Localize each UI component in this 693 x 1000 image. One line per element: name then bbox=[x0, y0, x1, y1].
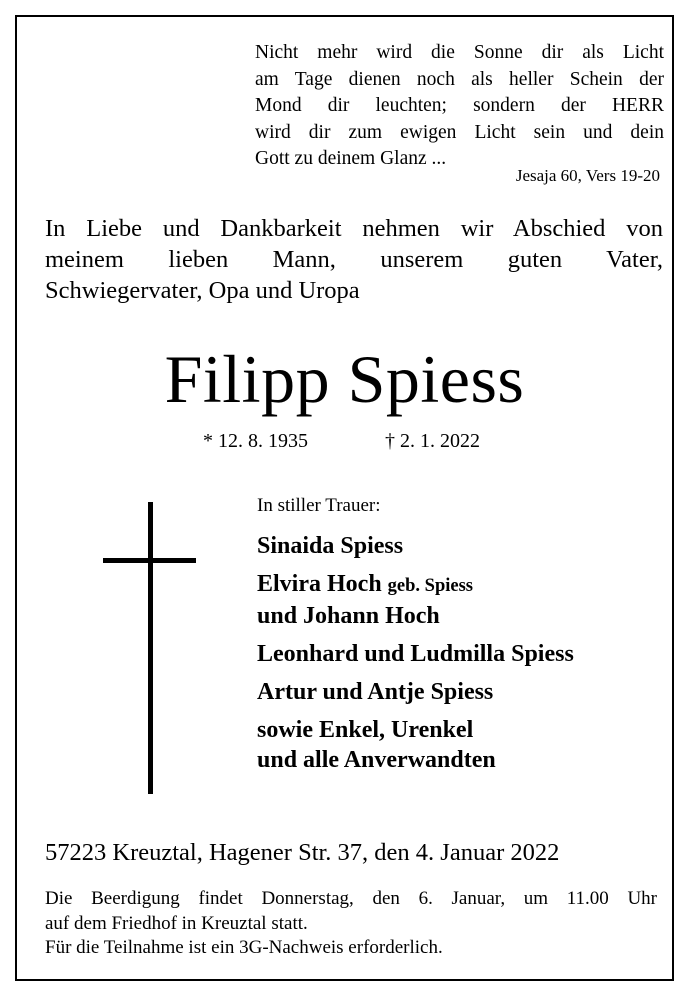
mourner-list bbox=[257, 531, 667, 783]
mourner-name: und Johann Hoch bbox=[257, 603, 440, 629]
verse-line: Gott zu deinem Glanz ... bbox=[255, 148, 447, 169]
maiden-name: geb. Spiess bbox=[387, 576, 473, 596]
mourner-name: sowie Enkel, Urenkel bbox=[257, 717, 474, 743]
mourner-name: Artur und Antje Spiess bbox=[257, 679, 494, 705]
verse-line: am Tage dienen noch als heller Schein der bbox=[255, 68, 664, 90]
funeral-notice bbox=[45, 887, 657, 961]
verse-reference: Jesaja 60, Vers 19-20 bbox=[515, 166, 660, 185]
bible-verse bbox=[255, 40, 664, 173]
funeral-line: Für die Teilnahme ist ein 3G-Nachweis erforderlich. bbox=[45, 937, 443, 958]
latin-cross-icon bbox=[103, 502, 213, 794]
mourner-name: Sinaida Spiess bbox=[257, 533, 404, 559]
mourner-name bbox=[257, 569, 667, 601]
mourner-entry bbox=[257, 715, 667, 775]
obituary-frame bbox=[15, 15, 674, 981]
mourner-entry bbox=[257, 639, 667, 669]
mourner-entry bbox=[257, 531, 667, 561]
address-line: 57223 Kreuztal, Hagener Str. 37, den 4. Januar 2022 bbox=[45, 839, 560, 866]
death-date: † 2. 1. 2022 bbox=[385, 430, 480, 452]
intro-line: In Liebe und Dankbarkeit nehmen wir Abschied von bbox=[45, 215, 663, 242]
birth-date: * 12. 8. 1935 bbox=[203, 430, 308, 452]
mourner-main-name: Elvira Hoch bbox=[257, 571, 382, 597]
funeral-line: Die Beerdigung findet Donnerstag, den 6. Januar, um 11.00 Uhr bbox=[45, 888, 657, 909]
mourner-name: und alle Anverwandten bbox=[257, 747, 496, 773]
verse-line: Mond dir leuchten; sondern der HERR bbox=[255, 95, 664, 116]
mourner-entry bbox=[257, 569, 667, 631]
verse-line: Nicht mehr wird die Sonne dir als Licht bbox=[255, 42, 664, 63]
mourner-entry bbox=[257, 677, 667, 707]
verse-line: wird dir zum ewigen Licht sein und dein bbox=[255, 121, 664, 143]
intro-text bbox=[45, 213, 663, 306]
mourner-name: Leonhard und Ludmilla Spiess bbox=[257, 641, 574, 667]
deceased-name: Filipp Spiess bbox=[164, 341, 525, 417]
mourning-heading: In stiller Trauer: bbox=[257, 495, 381, 516]
funeral-line: auf dem Friedhof in Kreuztal statt. bbox=[45, 912, 308, 934]
intro-line: Schwiegervater, Opa und Uropa bbox=[45, 277, 360, 304]
intro-line: meinem lieben Mann, unserem guten Vater, bbox=[45, 246, 663, 273]
